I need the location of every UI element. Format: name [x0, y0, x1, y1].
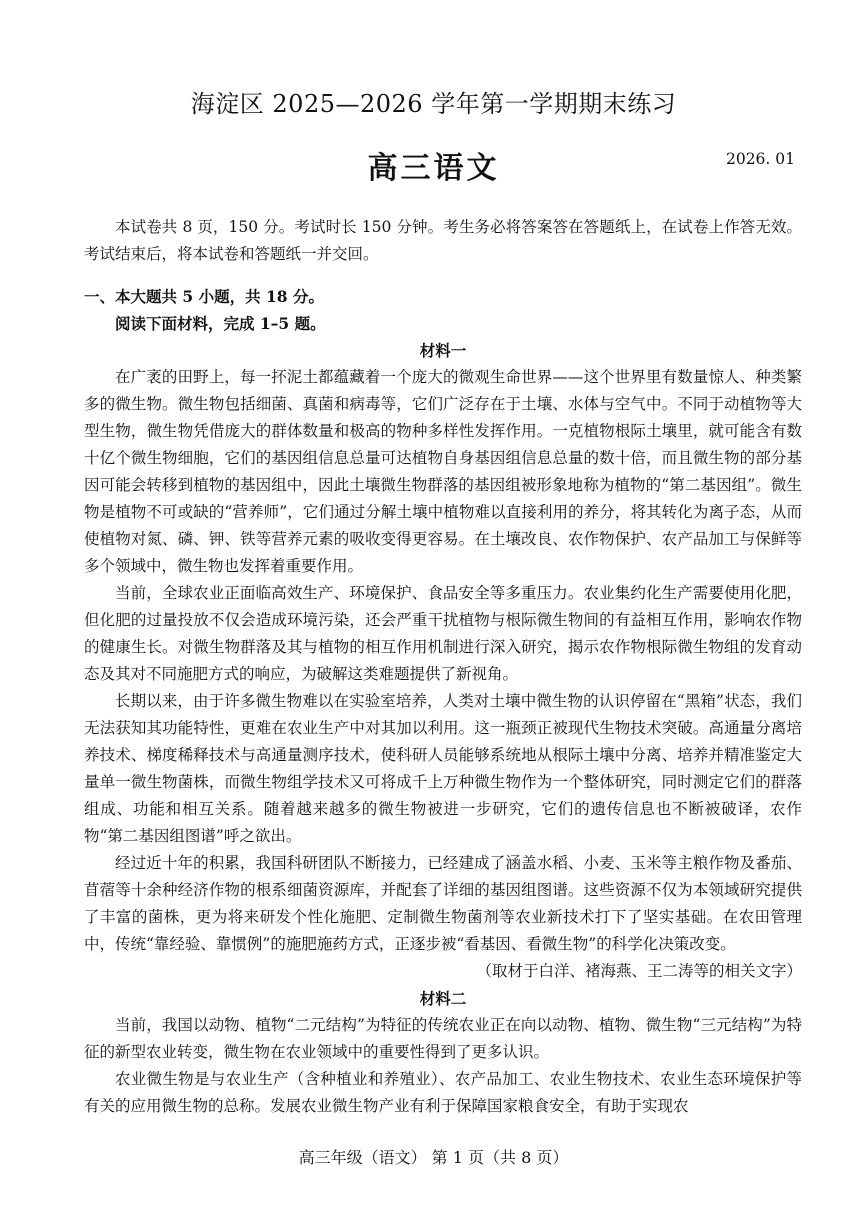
material1-source: （取材于白洋、褚海燕、王二涛等的相关文字）	[476, 962, 802, 980]
page-footer: 高三年级（语文） 第 1 页（共 8 页）	[298, 1148, 569, 1167]
material1-title: 材料一	[419, 341, 467, 360]
exam-body	[84, 214, 802, 1120]
material2-paragraph: 当前，我国以动物、植物“二元结构”为特征的传统农业正在向以动物、植物、微生物“三元结构”为特征的新型农业转变，微生物在农业领域中的重要性得到了更多认识。	[84, 1016, 802, 1061]
exam-title: 海淀区 2025—2026 学年第一学期期末练习	[190, 90, 677, 118]
material1-paragraph: 在广袤的田野上，每一抔泥土都蕴藏着一个庞大的微观生命世界——这个世界里有数量惊人、种类繁多的微生物。微生物包括细菌、真菌和病毒等，它们广泛存在于土壤、水体与空气中。不同于动植物等大型生物，微生物凭借庞大的群体数量和极高的物种多样性发挥作用。一克植物根际土壤里，就可能含有数十亿个微生物细胞，它们的基因组信息总量可达植物自身基因组信息总量的数十倍，而且微生物的部分基因可能会转移到植物的基因组中，因此土壤微生物群落的基因组被形象地称为植物的“第二基因组”。微生物是植物不可或缺的“营养师”，它们通过分解土壤中植物难以直接利用的养分，将其转化为离子态，从而使植物对氮、磷、钾、铁等营养元素的吸收变得更容易。在土壤改良、农作物保护、农产品加工与保鲜等多个领域中，微生物也发挥着重要作用。	[84, 368, 802, 575]
instructions-text: 本试卷共 8 页，150 分。考试时长 150 分钟。考生务必将答案答在答题纸上，在试卷上作答无效。考试结束后，将本试卷和答题纸一并交回。	[84, 218, 802, 263]
material1-paragraph: 经过近十年的积累，我国科研团队不断接力，已经建成了涵盖水稻、小麦、玉米等主粮作物及番茄、苜蓿等十余种经济作物的根系细菌资源库，并配套了详细的基因组图谱。这些资源不仅为本领域研究提供了丰富的菌株，更为将来研发个性化施肥、定制微生物菌剂等农业新技术打下了坚实基础。在农田管理中，传统“靠经验、靠惯例”的施肥施药方式，正逐步被“看基因、看微生物”的科学化决策改变。	[84, 854, 802, 953]
material2-title: 材料二	[419, 989, 467, 1008]
material1-paragraph: 当前，全球农业正面临高效生产、环境保护、食品安全等多重压力。农业集约化生产需要使用化肥，但化肥的过量投放不仅会造成环境污染，还会严重干扰植物与根际微生物间的有益相互作用，影响农作物的健康生长。对微生物群落及其与植物的相互作用机制进行深入研究，揭示农作物根际微生物组的发育动态及其对不同施肥方式的响应，为破解这类难题提供了新视角。	[84, 584, 802, 683]
exam-date: 2026. 01	[725, 150, 795, 168]
material2-paragraph: 农业微生物是与农业生产（含种植业和养殖业）、农产品加工、农业生物技术、农业生态环境保护等有关的应用微生物的总称。发展农业微生物产业有利于保障国家粮食安全，有助于实现农	[84, 1070, 802, 1115]
material1-paragraph: 长期以来，由于许多微生物难以在实验室培养，人类对土壤中微生物的认识停留在“黑箱”状态，我们无法获知其功能特性，更难在农业生产中对其加以利用。这一瓶颈正被现代生物技术突破。高通量分离培养技术、梯度稀释技术与高通量测序技术，使科研人员能够系统地从根际土壤中分离、培养并精准鉴定大量单一微生物菌株，而微生物组学技术又可将成千上万种微生物作为一个整体研究，同时测定它们的群落组成、功能和相互关系。随着越来越多的微生物被进一步研究，它们的遗传信息也不断被破译，农作物“第二基因组图谱”呼之欲出。	[84, 692, 802, 845]
section-prompt: 阅读下面材料，完成 1–5 题。	[115, 314, 326, 333]
section-heading: 一、本大题共 5 小题，共 18 分。	[84, 287, 324, 306]
subject-title: 高三语文	[367, 151, 500, 186]
